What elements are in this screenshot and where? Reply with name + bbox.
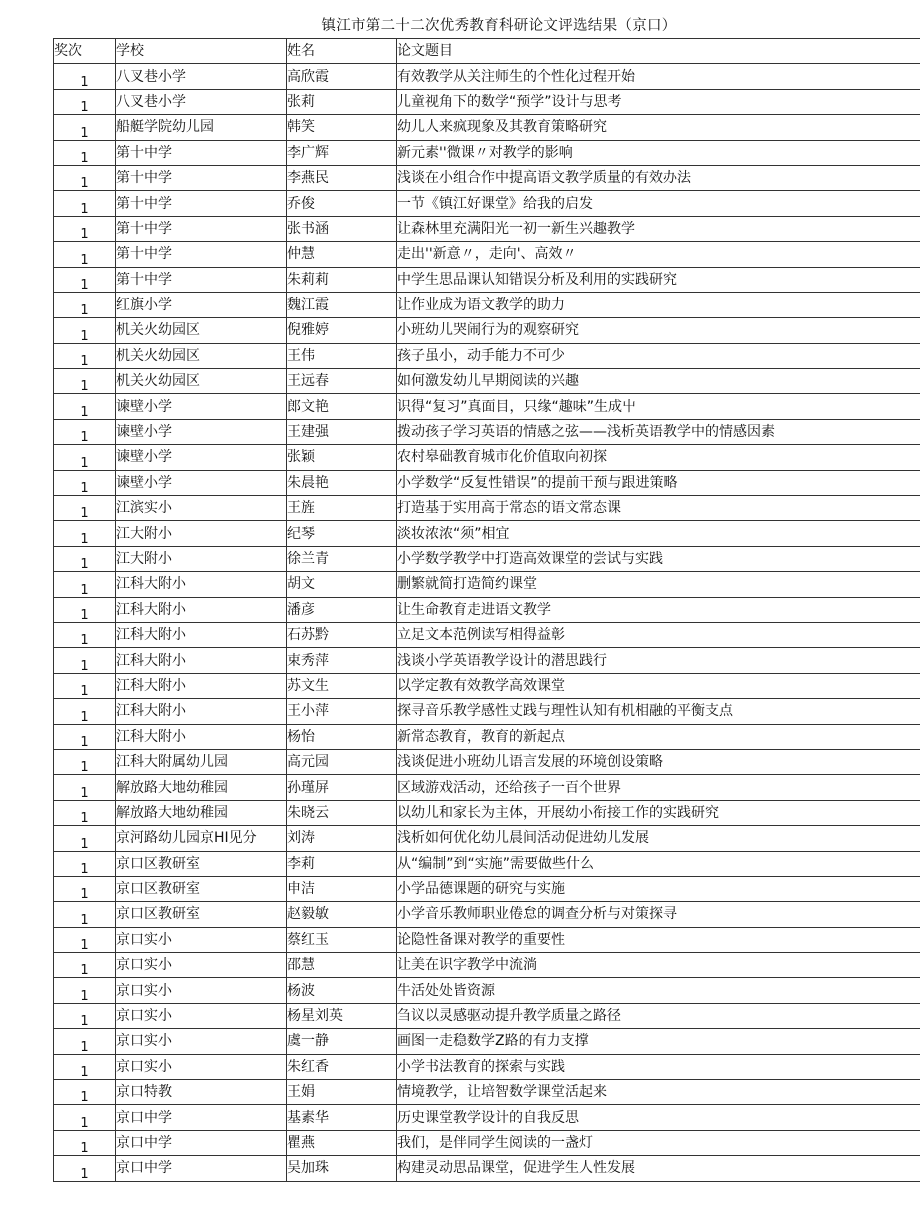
rank-cell: 1 — [54, 597, 116, 622]
table-row — [54, 902, 920, 927]
table-row — [54, 775, 920, 800]
school-cell: 京口中学 — [116, 1130, 287, 1155]
title-cell: 拨动孩子学习英语的情感之弦——浅析英语教学中的情感因素 — [397, 419, 920, 444]
name-cell: 朱晓云 — [287, 800, 397, 825]
title-cell: 有效教学从关注师生的个性化过程开始 — [397, 64, 920, 89]
table-row — [54, 318, 920, 343]
rank-cell: 1 — [54, 394, 116, 419]
school-cell: 京口特教 — [116, 1080, 287, 1105]
rank-cell: 1 — [54, 115, 116, 140]
school-cell: 江科大附小 — [116, 597, 287, 622]
title-cell: 区域游戏活动，还给孩子一百个世界 — [397, 775, 920, 800]
document-title: 镇江市第二十二次优秀教育科研论文评选结果（京口） — [321, 18, 677, 34]
name-cell: 杨波 — [287, 978, 397, 1003]
title-cell: 让美在识字教学中流淌 — [397, 953, 920, 978]
header-name: 姓名 — [287, 39, 397, 64]
table-row — [54, 572, 920, 597]
rank-cell: 1 — [54, 622, 116, 647]
name-cell: 基素华 — [287, 1105, 397, 1130]
rank-cell: 1 — [54, 267, 116, 292]
school-cell: 谏壁小学 — [116, 419, 287, 444]
table-row — [54, 267, 920, 292]
rank-cell: 1 — [54, 140, 116, 165]
title-cell: 小班幼儿哭闹行为的观察研究 — [397, 318, 920, 343]
table-row — [54, 597, 920, 622]
rank-cell: 1 — [54, 1105, 116, 1130]
table-row — [54, 419, 920, 444]
title-cell: 浅谈在小组合作中提高语文教学质量的有效办法 — [397, 165, 920, 190]
school-cell: 京口实小 — [116, 1054, 287, 1079]
table-row — [54, 165, 920, 190]
name-cell: 杨星刘英 — [287, 1003, 397, 1028]
title-cell: 中学生思品课认知错误分析及利用的实践研究 — [397, 267, 920, 292]
school-cell: 江大附小 — [116, 546, 287, 571]
school-cell: 京口实小 — [116, 1003, 287, 1028]
rank-cell: 1 — [54, 546, 116, 571]
rank-cell: 1 — [54, 165, 116, 190]
table-row — [54, 470, 920, 495]
table-row — [54, 1080, 920, 1105]
table-row — [54, 1054, 920, 1079]
school-cell: 京口实小 — [116, 953, 287, 978]
table-row — [54, 800, 920, 825]
table-row — [54, 242, 920, 267]
title-cell: 让森林里充满阳光一初一新生兴趣教学 — [397, 216, 920, 241]
school-cell: 江科大附小 — [116, 572, 287, 597]
school-cell: 机关火幼园区 — [116, 343, 287, 368]
rank-cell: 1 — [54, 648, 116, 673]
school-cell: 江滨实小 — [116, 496, 287, 521]
rank-cell: 1 — [54, 496, 116, 521]
table-row — [54, 1130, 920, 1155]
title-cell: 以学定教有效教学高效课堂 — [397, 673, 920, 698]
rank-cell: 1 — [54, 927, 116, 952]
name-cell: 虞一静 — [287, 1029, 397, 1054]
title-cell: 小学数学教学中打造高效课堂的尝试与实践 — [397, 546, 920, 571]
rank-cell: 1 — [54, 470, 116, 495]
title-cell: 如何激发幼儿早期阅读的兴趣 — [397, 369, 920, 394]
school-cell: 解放路大地幼稚园 — [116, 775, 287, 800]
table-row — [54, 521, 920, 546]
table-row — [54, 115, 920, 140]
name-cell: 瞿燕 — [287, 1130, 397, 1155]
school-cell: 京口中学 — [116, 1105, 287, 1130]
school-cell: 江科大附小 — [116, 673, 287, 698]
title-cell: 构建灵动思品课堂，促进学生人性发展 — [397, 1156, 920, 1181]
rank-cell: 1 — [54, 242, 116, 267]
name-cell: 李莉 — [287, 851, 397, 876]
table-row — [54, 673, 920, 698]
rank-cell: 1 — [54, 1130, 116, 1155]
rank-cell: 1 — [54, 191, 116, 216]
title-cell: 淡妆浓浓“须”相宜 — [397, 521, 920, 546]
rank-cell: 1 — [54, 800, 116, 825]
school-cell: 京口中学 — [116, 1156, 287, 1181]
title-cell: 删繁就简打造简约课堂 — [397, 572, 920, 597]
table-row — [54, 445, 920, 470]
rank-cell: 1 — [54, 1029, 116, 1054]
name-cell: 高欣霞 — [287, 64, 397, 89]
table-row — [54, 292, 920, 317]
table-row — [54, 927, 920, 952]
title-cell: 新常态教育，教育的新起点 — [397, 724, 920, 749]
title-cell: 探寻音乐教学感性丈践与理性认知有机相融的平衡支点 — [397, 699, 920, 724]
school-cell: 江科大附小 — [116, 648, 287, 673]
title-cell: 一节《镇江好课堂》给我的启发 — [397, 191, 920, 216]
name-cell: 张莉 — [287, 89, 397, 114]
name-cell: 魏江霞 — [287, 292, 397, 317]
rank-cell: 1 — [54, 216, 116, 241]
title-cell: 走出''新意〃，走向'、高效〃 — [397, 242, 920, 267]
name-cell: 李广辉 — [287, 140, 397, 165]
rank-cell: 1 — [54, 343, 116, 368]
title-cell: 历史课堂教学设计的自我反思 — [397, 1105, 920, 1130]
rank-cell: 1 — [54, 699, 116, 724]
header-school: 学校 — [116, 39, 287, 64]
name-cell: 吴加珠 — [287, 1156, 397, 1181]
school-cell: 第十中学 — [116, 165, 287, 190]
school-cell: 京口区教研室 — [116, 902, 287, 927]
table-row — [54, 140, 920, 165]
name-cell: 孙瑾屏 — [287, 775, 397, 800]
name-cell: 胡文 — [287, 572, 397, 597]
rank-cell: 1 — [54, 521, 116, 546]
table-row — [54, 724, 920, 749]
school-cell: 谏壁小学 — [116, 394, 287, 419]
table-row — [54, 1029, 920, 1054]
title-cell: 浅谈促进小班幼儿语言发展的环境创设策略 — [397, 749, 920, 774]
school-cell: 船艇学院幼儿园 — [116, 115, 287, 140]
school-cell: 江大附小 — [116, 521, 287, 546]
title-cell: 让作业成为语文教学的助力 — [397, 292, 920, 317]
name-cell: 仲慧 — [287, 242, 397, 267]
header-rank: 奖次 — [54, 39, 116, 64]
table-row — [54, 64, 920, 89]
title-cell: 浅谈小学英语教学设计的潜思践行 — [397, 648, 920, 673]
name-cell: 邵慧 — [287, 953, 397, 978]
name-cell: 张书涵 — [287, 216, 397, 241]
title-cell: 牛活处处皆资源 — [397, 978, 920, 1003]
rank-cell: 1 — [54, 369, 116, 394]
header-title: 论文题目 — [397, 39, 920, 64]
school-cell: 第十中学 — [116, 242, 287, 267]
name-cell: 王旌 — [287, 496, 397, 521]
title-cell: 识得“复习”真面目，只缘“趣味”生成屮 — [397, 394, 920, 419]
name-cell: 蔡红玉 — [287, 927, 397, 952]
school-cell: 第十中学 — [116, 140, 287, 165]
table-row — [54, 876, 920, 901]
title-cell: 从“编制”到“实施”需要做些什么 — [397, 851, 920, 876]
table-row — [54, 826, 920, 851]
name-cell: 朱莉莉 — [287, 267, 397, 292]
title-cell: 新元素''微课〃对教学的影响 — [397, 140, 920, 165]
school-cell: 第十中学 — [116, 216, 287, 241]
rank-cell: 1 — [54, 64, 116, 89]
school-cell: 红旗小学 — [116, 292, 287, 317]
title-cell: 浅析如何优化幼儿晨间活动促进幼儿发展 — [397, 826, 920, 851]
name-cell: 朱红香 — [287, 1054, 397, 1079]
table-row — [54, 699, 920, 724]
school-cell: 谏壁小学 — [116, 445, 287, 470]
name-cell: 王伟 — [287, 343, 397, 368]
title-cell: 孩子虽小，动手能力不可少 — [397, 343, 920, 368]
school-cell: 江科大附小 — [116, 622, 287, 647]
school-cell: 京口区教研室 — [116, 876, 287, 901]
school-cell: 解放路大地幼稚园 — [116, 800, 287, 825]
title-cell: 儿童视角下的数学“预学”设计与思考 — [397, 89, 920, 114]
name-cell: 朱晨艳 — [287, 470, 397, 495]
table-row — [54, 191, 920, 216]
name-cell: 倪雅婷 — [287, 318, 397, 343]
school-cell: 江科大附属幼儿园 — [116, 749, 287, 774]
title-cell: 我们，是伴同学生阅读的一盏灯 — [397, 1130, 920, 1155]
table-row — [54, 394, 920, 419]
title-cell: 小学音乐教师职业倦怠的调查分析与对策探寻 — [397, 902, 920, 927]
name-cell: 王建强 — [287, 419, 397, 444]
name-cell: 李燕民 — [287, 165, 397, 190]
school-cell: 第十中学 — [116, 191, 287, 216]
table-row — [54, 89, 920, 114]
name-cell: 潘彦 — [287, 597, 397, 622]
rank-cell: 1 — [54, 673, 116, 698]
school-cell: 机关火幼园区 — [116, 369, 287, 394]
rank-cell: 1 — [54, 572, 116, 597]
rank-cell: 1 — [54, 826, 116, 851]
table-row — [54, 1105, 920, 1130]
rank-cell: 1 — [54, 445, 116, 470]
name-cell: 韩笑 — [287, 115, 397, 140]
school-cell: 谏壁小学 — [116, 470, 287, 495]
school-cell: 京口区教研室 — [116, 851, 287, 876]
title-cell: 情境教学，让培智数学课堂活起来 — [397, 1080, 920, 1105]
table-row — [54, 216, 920, 241]
title-cell: 打造基于实用高于常态的语文常态课 — [397, 496, 920, 521]
school-cell: 京口实小 — [116, 978, 287, 1003]
table-header-row — [54, 39, 920, 64]
school-cell: 京河路幼儿园京HI见分 — [116, 826, 287, 851]
table-row — [54, 343, 920, 368]
rank-cell: 1 — [54, 902, 116, 927]
rank-cell: 1 — [54, 1080, 116, 1105]
rank-cell: 1 — [54, 1054, 116, 1079]
table-row — [54, 749, 920, 774]
name-cell: 刘涛 — [287, 826, 397, 851]
results-table — [53, 38, 920, 1182]
school-cell: 京口实小 — [116, 927, 287, 952]
table-row — [54, 546, 920, 571]
table-row — [54, 953, 920, 978]
school-cell: 第十中学 — [116, 267, 287, 292]
title-cell: 小学品德课题的研究与实施 — [397, 876, 920, 901]
school-cell: 京口实小 — [116, 1029, 287, 1054]
title-cell: 画图一走稳数学Z路的有力支撑 — [397, 1029, 920, 1054]
table-row — [54, 369, 920, 394]
name-cell: 石苏黔 — [287, 622, 397, 647]
rank-cell: 1 — [54, 876, 116, 901]
name-cell: 张颖 — [287, 445, 397, 470]
title-cell: 幼儿人来疯现象及其教育策略研究 — [397, 115, 920, 140]
rank-cell: 1 — [54, 89, 116, 114]
rank-cell: 1 — [54, 724, 116, 749]
rank-cell: 1 — [54, 775, 116, 800]
school-cell: 江科大附小 — [116, 699, 287, 724]
rank-cell: 1 — [54, 318, 116, 343]
name-cell: 徐兰青 — [287, 546, 397, 571]
table-row — [54, 851, 920, 876]
table-row — [54, 1156, 920, 1181]
rank-cell: 1 — [54, 1003, 116, 1028]
name-cell: 申洁 — [287, 876, 397, 901]
title-cell: 刍议以灵感驱动提升教学质量之路径 — [397, 1003, 920, 1028]
name-cell: 苏文生 — [287, 673, 397, 698]
rank-cell: 1 — [54, 749, 116, 774]
school-cell: 八叉巷小学 — [116, 64, 287, 89]
table-row — [54, 1003, 920, 1028]
title-cell: 论隐性备课对教学的重要性 — [397, 927, 920, 952]
title-cell: 小学数学“反复性错误”的提前干预与跟进策略 — [397, 470, 920, 495]
name-cell: 高元园 — [287, 749, 397, 774]
title-cell: 让生命教育走进语文教学 — [397, 597, 920, 622]
school-cell: 江科大附小 — [116, 724, 287, 749]
school-cell: 八叉巷小学 — [116, 89, 287, 114]
title-cell: 以幼儿和家长为主体，开展幼小衔接工作的实践研究 — [397, 800, 920, 825]
name-cell: 纪琴 — [287, 521, 397, 546]
school-cell: 机关火幼园区 — [116, 318, 287, 343]
name-cell: 杨怡 — [287, 724, 397, 749]
name-cell: 乔俊 — [287, 191, 397, 216]
table-row — [54, 978, 920, 1003]
rank-cell: 1 — [54, 851, 116, 876]
rank-cell: 1 — [54, 292, 116, 317]
name-cell: 赵毅敏 — [287, 902, 397, 927]
title-cell: 农村皋础教育城市化价值取向初探 — [397, 445, 920, 470]
name-cell: 王远春 — [287, 369, 397, 394]
name-cell: 束秀萍 — [287, 648, 397, 673]
rank-cell: 1 — [54, 1156, 116, 1181]
name-cell: 王小萍 — [287, 699, 397, 724]
rank-cell: 1 — [54, 953, 116, 978]
table-row — [54, 648, 920, 673]
name-cell: 郎文艳 — [287, 394, 397, 419]
name-cell: 王娟 — [287, 1080, 397, 1105]
title-cell: 小学书法教育的探索与实践 — [397, 1054, 920, 1079]
table-row — [54, 496, 920, 521]
table-row — [54, 622, 920, 647]
rank-cell: 1 — [54, 419, 116, 444]
rank-cell: 1 — [54, 978, 116, 1003]
title-cell: 立足文本范例读写相得益彰 — [397, 622, 920, 647]
